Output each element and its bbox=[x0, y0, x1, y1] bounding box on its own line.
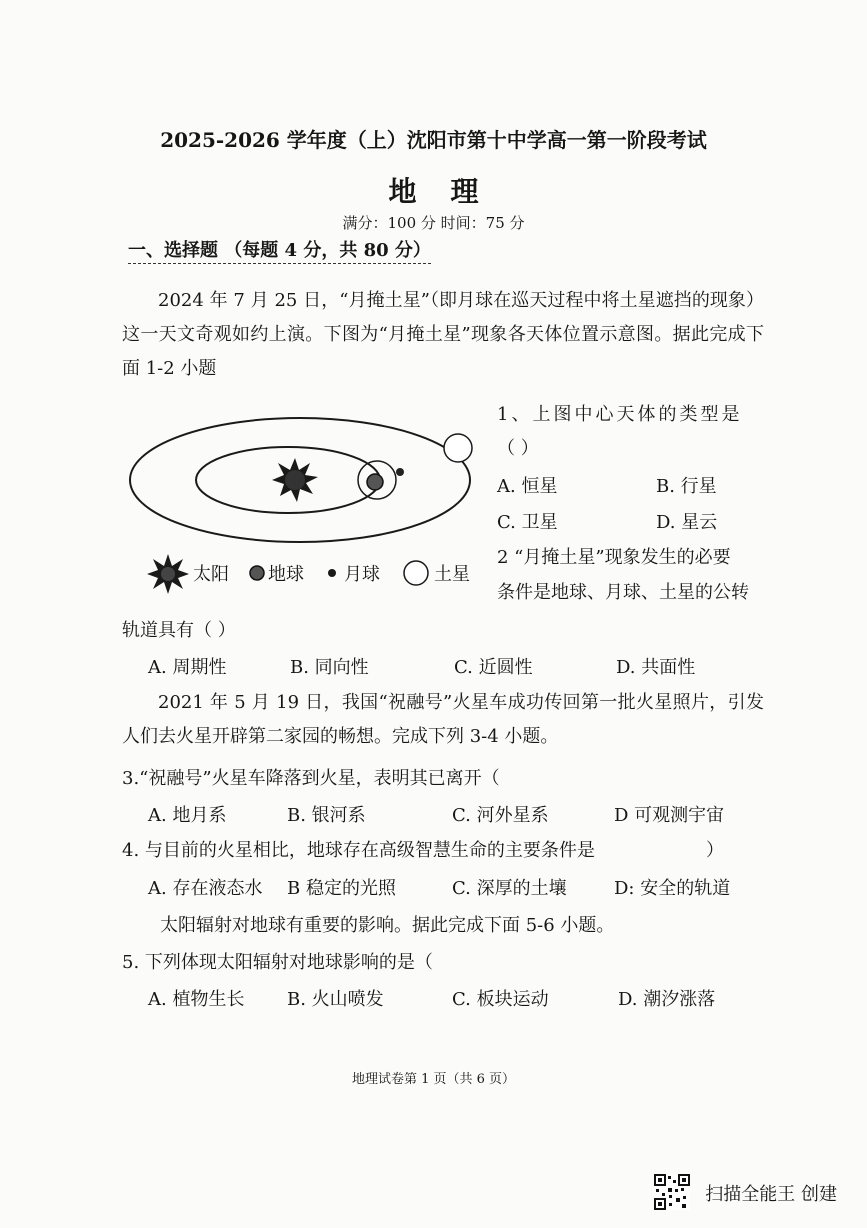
q1-option-d[interactable]: D. 星云 bbox=[656, 512, 718, 533]
q5-option-c[interactable]: C. 板块运动 bbox=[452, 989, 549, 1010]
legend-saturn-label: 土星 bbox=[434, 564, 470, 585]
q4-option-d[interactable]: D: 安全的轨道 bbox=[614, 878, 731, 899]
q2-option-b[interactable]: B. 同向性 bbox=[290, 657, 369, 678]
moon-icon bbox=[396, 468, 404, 476]
q4-option-a[interactable]: A. 存在液态水 bbox=[148, 878, 263, 899]
passage-2: 2021 年 5 月 19 日，我国“祝融号”火星车成功传回第一批火星照片，引发人们去火星开辟第二家园的畅想。完成下列 3-4 小题。 bbox=[122, 692, 764, 747]
q3-option-d[interactable]: D 可观测宇宙 bbox=[614, 805, 725, 826]
passage-3: 太阳辐射对地球有重要的影响。据此完成下面 5-6 小题。 bbox=[160, 915, 615, 936]
exam-title: 2025-2026 学年度（上）沈阳市第十中学高一第一阶段考试 bbox=[160, 128, 707, 152]
q3-option-c[interactable]: C. 河外星系 bbox=[452, 805, 549, 826]
q4-option-b[interactable]: B 稳定的光照 bbox=[287, 878, 396, 899]
q3-option-b[interactable]: B. 银河系 bbox=[287, 805, 366, 826]
legend-earth-label: 地球 bbox=[268, 564, 304, 585]
legend-moon-label: 月球 bbox=[344, 564, 380, 585]
q4-option-c[interactable]: C. 深厚的土壤 bbox=[452, 878, 567, 899]
section-heading: 一、选择题 （每题 4 分，共 80 分） bbox=[128, 236, 431, 264]
q4-paren: ） bbox=[706, 840, 724, 861]
subject-title: 地理 bbox=[388, 175, 513, 208]
q2-stem-line1: 2 “月掩土星”现象发生的必要 bbox=[497, 547, 731, 568]
q4-stem: 4. 与目前的火星相比，地球存在高级智慧生命的主要条件是 bbox=[122, 840, 595, 861]
moon-legend-icon bbox=[326, 567, 338, 579]
passage-1: 2024 年 7 月 25 日，“月掩土星”（即月球在巡天过程中将土星遮挡的现象）这一天文奇观如约上演。下图为“月掩土星”现象各天体位置示意图。据此完成下面 1-2 小题 bbox=[122, 290, 764, 379]
saturn-legend-icon bbox=[402, 559, 430, 587]
q1-option-c[interactable]: C. 卫星 bbox=[497, 512, 558, 533]
q1-stem: 1、上图中心天体的类型是 bbox=[497, 404, 743, 425]
q1-option-b[interactable]: B. 行星 bbox=[656, 476, 717, 497]
sun-legend-icon bbox=[146, 552, 190, 596]
q5-stem: 5. 下列体现太阳辐射对地球影响的是（ bbox=[122, 952, 433, 973]
q5-option-b[interactable]: B. 火山喷发 bbox=[287, 989, 384, 1010]
exam-meta: 满分：100 分 时间：75 分 bbox=[342, 214, 525, 232]
q5-option-d[interactable]: D. 潮汐涨落 bbox=[618, 989, 716, 1010]
q3-option-a[interactable]: A. 地月系 bbox=[148, 805, 227, 826]
earth-legend-icon bbox=[248, 564, 266, 582]
q2-option-a[interactable]: A. 周期性 bbox=[148, 657, 227, 678]
q2-stem-line3: 轨道具有（ ） bbox=[122, 620, 236, 641]
page-footer: 地理试卷第 1 页（共 6 页） bbox=[351, 1072, 516, 1087]
q2-stem-line2: 条件是地球、月球、土星的公转 bbox=[497, 582, 749, 603]
q1-option-a[interactable]: A. 恒星 bbox=[497, 476, 558, 497]
earth-icon bbox=[367, 474, 383, 490]
scanner-watermark: 扫描全能王 创建 bbox=[705, 1184, 837, 1205]
q2-option-d[interactable]: D. 共面性 bbox=[616, 657, 696, 678]
q5-option-a[interactable]: A. 植物生长 bbox=[148, 989, 245, 1010]
saturn-icon bbox=[444, 434, 472, 462]
q3-stem: 3.“祝融号”火星车降落到火星，表明其已离开（ bbox=[122, 768, 500, 789]
legend-sun-label: 太阳 bbox=[193, 564, 229, 585]
sun-icon bbox=[272, 458, 318, 502]
qr-code-icon bbox=[654, 1174, 690, 1210]
q2-option-c[interactable]: C. 近圆性 bbox=[454, 657, 533, 678]
q1-answer-blank: （ ） bbox=[497, 438, 539, 459]
